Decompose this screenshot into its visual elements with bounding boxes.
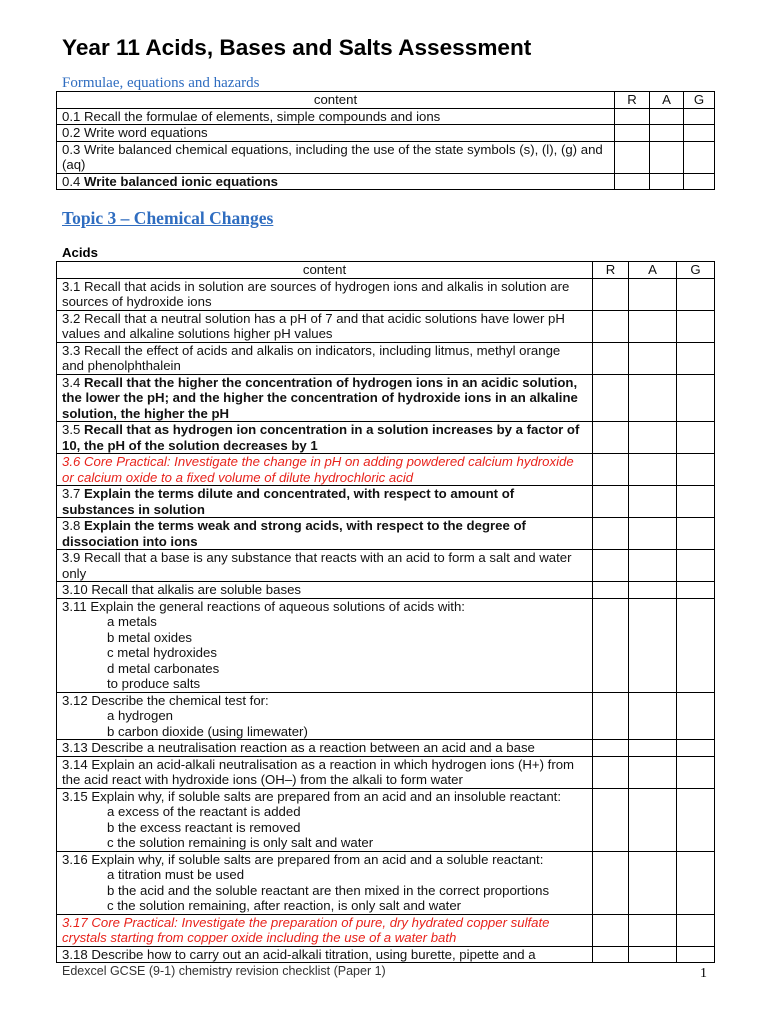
- criterion-subpoint: a hydrogen: [107, 708, 173, 723]
- rating-a-cell: [650, 108, 684, 125]
- criterion-line: [62, 422, 587, 438]
- criterion-text: Recall that a base is any substance that reacts with an acid to form a salt and water: [84, 550, 572, 565]
- formulae-checklist-table: [56, 91, 715, 190]
- criterion-number: 3.14: [62, 756, 88, 772]
- criterion-cell: [57, 422, 593, 454]
- criterion-number: 3.13: [62, 740, 88, 755]
- criterion-number: 3.6: [62, 454, 81, 469]
- rating-g-cell: [677, 518, 715, 550]
- criterion-cell: [57, 374, 593, 422]
- criterion-subpoint: d metal carbonates: [107, 660, 220, 676]
- checklist-row: [57, 914, 715, 946]
- checklist-row: [57, 310, 715, 342]
- criterion-cell: [57, 454, 593, 486]
- column-header-r: R: [593, 262, 629, 279]
- rating-a-cell: [629, 486, 677, 518]
- rating-r-cell: [593, 342, 629, 374]
- criterion-number: 3.2: [62, 310, 81, 326]
- criterion-text: Explain the terms weak and strong acids, with respect to the degree of: [84, 518, 526, 533]
- rating-g-cell: [677, 454, 715, 486]
- criterion-text: only: [62, 565, 87, 581]
- rating-r-cell: [593, 914, 629, 946]
- checklist-row: [57, 173, 715, 190]
- criterion-cell: [57, 946, 593, 963]
- criterion-line: [62, 311, 587, 327]
- criterion-number: 3.7: [62, 486, 81, 501]
- rating-r-cell: [593, 422, 629, 454]
- checklist-row: [57, 692, 715, 740]
- criterion-line: [62, 947, 587, 963]
- criterion-number: 3.8: [62, 518, 81, 533]
- rating-a-cell: [629, 740, 677, 757]
- checklist-row: [57, 582, 715, 599]
- rating-r-cell: [615, 173, 650, 190]
- criterion-cell: [57, 518, 593, 550]
- criterion-line: [62, 125, 609, 141]
- rating-r-cell: [593, 851, 629, 914]
- criterion-cell: [57, 598, 593, 692]
- criterion-text: Core Practical: Investigate the preparation of pure, dry hydrated copper sulfate: [91, 914, 550, 930]
- criterion-text: Recall the formulae of elements, simple compounds and ions: [84, 108, 441, 124]
- criterion-text: the lower the pH; and the higher the concentration of hydroxide ions in an alkaline: [62, 390, 578, 405]
- rating-a-cell: [629, 756, 677, 788]
- criterion-number: 3.12: [62, 692, 88, 708]
- rating-g-cell: [677, 946, 715, 963]
- criterion-line: [62, 343, 587, 359]
- criterion-text: Recall the effect of acids and alkalis on indicators, including litmus, methyl orange: [84, 342, 561, 358]
- criterion-text: Recall that the higher the concentration of hydrogen ions in an acidic solution,: [84, 374, 578, 390]
- rating-r-cell: [593, 518, 629, 550]
- criterion-cell: [57, 108, 615, 125]
- criterion-cell: [57, 342, 593, 374]
- criterion-number: 3.3: [62, 342, 81, 358]
- rating-a-cell: [629, 598, 677, 692]
- criterion-cell: [57, 788, 593, 851]
- criterion-text: Write balanced ionic equations: [84, 173, 278, 189]
- rating-a-cell: [629, 342, 677, 374]
- criterion-line: [62, 757, 587, 773]
- criterion-text: Recall that as hydrogen ion concentration in a solution increases by a factor of: [84, 422, 580, 437]
- rating-a-cell: [629, 692, 677, 740]
- criterion-cell: [57, 173, 615, 190]
- topic-heading: Topic 3 – Chemical Changes: [62, 208, 274, 228]
- rating-g-cell: [684, 173, 715, 190]
- rating-a-cell: [629, 278, 677, 310]
- criterion-number: 0.1: [62, 108, 81, 124]
- criterion-line: [62, 740, 587, 756]
- table-header-row: [57, 262, 715, 279]
- rating-r-cell: [593, 756, 629, 788]
- criterion-cell: [57, 141, 615, 173]
- column-header-g: G: [677, 262, 715, 279]
- criterion-subpoint: c the solution remaining, after reaction, is only salt and water: [107, 898, 462, 913]
- criterion-subpoint: b the acid and the soluble reactant are then mixed in the correct proportions: [107, 882, 550, 898]
- criterion-subpoint: a metals: [107, 614, 157, 629]
- section-heading-formulae: Formulae, equations and hazards: [62, 75, 260, 91]
- rating-g-cell: [677, 310, 715, 342]
- criterion-line: [62, 438, 587, 454]
- rating-a-cell: [650, 141, 684, 173]
- subsection-heading-acids: Acids: [62, 245, 98, 260]
- criterion-line: [62, 486, 587, 502]
- rating-g-cell: [677, 278, 715, 310]
- criterion-line: [62, 358, 587, 374]
- criterion-text: substances in solution: [62, 501, 205, 517]
- criterion-text: Describe how to carry out an acid-alkali titration, using burette, pipette and a: [91, 946, 536, 962]
- checklist-row: [57, 108, 715, 125]
- criterion-text: dissociation into ions: [62, 533, 198, 549]
- criterion-line: [62, 109, 609, 125]
- criterion-cell: [57, 914, 593, 946]
- criterion-text: 10, the pH of the solution decreases by 1: [62, 437, 318, 453]
- rating-a-cell: [629, 454, 677, 486]
- column-header-a: A: [629, 262, 677, 279]
- checklist-row: [57, 374, 715, 422]
- rating-g-cell: [677, 422, 715, 454]
- criterion-number: 0.2: [62, 125, 81, 140]
- rating-a-cell: [629, 788, 677, 851]
- rating-a-cell: [650, 125, 684, 142]
- criterion-number: 3.11: [62, 598, 87, 614]
- checklist-row: [57, 518, 715, 550]
- criterion-line: [62, 693, 587, 709]
- criterion-line: [62, 772, 587, 788]
- criterion-line: [62, 470, 587, 486]
- checklist-row: [57, 125, 715, 142]
- rating-r-cell: [615, 108, 650, 125]
- rating-a-cell: [629, 550, 677, 582]
- rating-r-cell: [593, 740, 629, 757]
- criterion-subpoint: b the excess reactant is removed: [107, 819, 301, 835]
- rating-g-cell: [684, 125, 715, 142]
- criterion-cell: [57, 125, 615, 142]
- criterion-subpoint: b carbon dioxide (using limewater): [107, 723, 308, 739]
- criterion-number: 3.9: [62, 550, 81, 565]
- checklist-row: [57, 756, 715, 788]
- rating-a-cell: [629, 582, 677, 599]
- rating-a-cell: [629, 914, 677, 946]
- rating-g-cell: [677, 550, 715, 582]
- criterion-text: sources of hydroxide ions: [62, 294, 212, 309]
- criterion-line: [62, 518, 587, 534]
- checklist-row: [57, 598, 715, 692]
- rating-a-cell: [629, 374, 677, 422]
- rating-g-cell: [677, 756, 715, 788]
- rating-r-cell: [593, 788, 629, 851]
- criterion-line: [62, 534, 587, 550]
- checklist-row: [57, 851, 715, 914]
- criterion-line: [62, 852, 587, 868]
- rating-r-cell: [593, 374, 629, 422]
- criterion-line: [62, 375, 587, 391]
- rating-r-cell: [593, 486, 629, 518]
- criterion-text: Recall that a neutral solution has a pH of 7 and that acidic solutions have lower pH: [84, 310, 565, 326]
- criterion-text: Describe the chemical test for:: [91, 692, 269, 708]
- criterion-number: 3.10: [62, 582, 88, 597]
- criterion-subpoint: b metal oxides: [107, 629, 193, 645]
- criterion-line: [62, 915, 587, 931]
- checklist-row: [57, 550, 715, 582]
- rating-r-cell: [593, 454, 629, 486]
- page-footer: Edexcel GCSE (9-1) chemistry revision checklist (Paper 1): [62, 964, 386, 978]
- criterion-cell: [57, 310, 593, 342]
- checklist-row: [57, 946, 715, 963]
- table-header-row: [57, 92, 715, 109]
- criterion-line: [62, 406, 587, 422]
- column-header-content: content: [57, 262, 593, 279]
- criterion-text: (aq): [62, 157, 86, 172]
- criterion-number: 3.5: [62, 422, 81, 437]
- acids-checklist-table: [56, 261, 715, 963]
- criterion-number: 3.4: [62, 374, 81, 390]
- rating-a-cell: [629, 946, 677, 963]
- rating-g-cell: [677, 598, 715, 692]
- criterion-text: Write word equations: [84, 125, 208, 140]
- criterion-text: or calcium oxide to a fixed volume of dilute hydrochloric acid: [62, 469, 414, 485]
- criterion-subpoint: to produce salts: [107, 676, 201, 691]
- criterion-text: Explain the general reactions of aqueous solutions of acids with:: [90, 598, 465, 614]
- rating-r-cell: [593, 550, 629, 582]
- criterion-number: 0.4: [62, 173, 81, 189]
- rating-g-cell: [677, 788, 715, 851]
- criterion-line: [62, 454, 587, 470]
- column-header-r: R: [615, 92, 650, 109]
- criterion-line: [62, 157, 609, 173]
- criterion-number: 3.1: [62, 278, 81, 294]
- rating-r-cell: [615, 141, 650, 173]
- criterion-text: Describe a neutralisation reaction as a reaction between an acid and a base: [91, 740, 535, 755]
- rating-g-cell: [684, 141, 715, 173]
- rating-r-cell: [593, 582, 629, 599]
- checklist-row: [57, 422, 715, 454]
- criterion-text: Write balanced chemical equations, including the use of the state symbols (s), (l), (g) and: [84, 141, 603, 157]
- rating-a-cell: [629, 422, 677, 454]
- criterion-subpoint: a excess of the reactant is added: [107, 804, 301, 819]
- rating-r-cell: [615, 125, 650, 142]
- document-title: Year 11 Acids, Bases and Salts Assessment: [62, 35, 532, 60]
- criterion-line: [62, 390, 587, 406]
- rating-a-cell: [650, 173, 684, 190]
- rating-g-cell: [677, 740, 715, 757]
- criterion-line: [62, 582, 587, 598]
- criterion-text: and phenolphthalein: [62, 358, 181, 373]
- criterion-number: 3.17: [62, 914, 88, 930]
- criterion-text: Core Practical: Investigate the change in pH on adding powdered calcium hydroxide: [84, 454, 574, 469]
- criterion-line: [62, 502, 587, 518]
- checklist-row: [57, 278, 715, 310]
- criterion-subpoint: c metal hydroxides: [107, 645, 217, 660]
- rating-g-cell: [677, 851, 715, 914]
- rating-r-cell: [593, 692, 629, 740]
- criterion-text: Recall that alkalis are soluble bases: [91, 582, 301, 597]
- checklist-row: [57, 342, 715, 374]
- criterion-line: [62, 550, 587, 566]
- criterion-cell: [57, 851, 593, 914]
- criterion-text: Explain why, if soluble salts are prepared from an acid and an insoluble reactant:: [91, 788, 561, 804]
- criterion-text: Explain why, if soluble salts are prepared from an acid and a soluble reactant:: [91, 851, 544, 867]
- rating-g-cell: [677, 914, 715, 946]
- rating-g-cell: [677, 692, 715, 740]
- rating-g-cell: [677, 342, 715, 374]
- criterion-line: [62, 789, 587, 805]
- criterion-cell: [57, 486, 593, 518]
- criterion-line: [62, 174, 609, 190]
- criterion-subpoint: c the solution remaining is only salt and water: [107, 835, 374, 850]
- rating-g-cell: [684, 108, 715, 125]
- criterion-text: values and alkaline solutions higher pH values: [62, 326, 333, 341]
- criterion-line: [62, 326, 587, 342]
- criterion-number: 0.3: [62, 141, 81, 157]
- criterion-cell: [57, 278, 593, 310]
- criterion-subpoint: a titration must be used: [107, 867, 245, 882]
- rating-r-cell: [593, 598, 629, 692]
- criterion-number: 3.18: [62, 946, 88, 962]
- checklist-row: [57, 486, 715, 518]
- criterion-text: Recall that acids in solution are sources of hydrogen ions and alkalis in solution are: [84, 278, 570, 294]
- criterion-text: Explain an acid-alkali neutralisation as a reaction in which hydrogen ions (H+) from: [91, 756, 575, 772]
- criterion-number: 3.16: [62, 851, 88, 867]
- criterion-cell: [57, 582, 593, 599]
- column-header-a: A: [650, 92, 684, 109]
- rating-a-cell: [629, 310, 677, 342]
- criterion-number: 3.15: [62, 788, 88, 804]
- criterion-cell: [57, 550, 593, 582]
- criterion-line: [62, 142, 609, 158]
- rating-a-cell: [629, 851, 677, 914]
- criterion-line: [62, 566, 587, 582]
- criterion-line: [62, 930, 587, 946]
- checklist-row: [57, 454, 715, 486]
- checklist-row: [57, 740, 715, 757]
- rating-r-cell: [593, 278, 629, 310]
- rating-g-cell: [677, 486, 715, 518]
- column-header-g: G: [684, 92, 715, 109]
- criterion-line: [62, 294, 587, 310]
- criterion-cell: [57, 740, 593, 757]
- checklist-row: [57, 788, 715, 851]
- rating-g-cell: [677, 582, 715, 599]
- criterion-line: [62, 279, 587, 295]
- column-header-content: content: [57, 92, 615, 109]
- criterion-line: [62, 599, 587, 615]
- rating-r-cell: [593, 310, 629, 342]
- checklist-row: [57, 141, 715, 173]
- page-number: 1: [700, 966, 707, 981]
- criterion-text: crystals starting from copper oxide including the use of a water bath: [62, 930, 457, 945]
- rating-a-cell: [629, 518, 677, 550]
- criterion-text: the acid react with hydroxide ions (OH–) from the alkali to form water: [62, 772, 463, 787]
- criterion-text: Explain the terms dilute and concentrated, with respect to amount of: [84, 486, 515, 501]
- criterion-cell: [57, 692, 593, 740]
- criterion-cell: [57, 756, 593, 788]
- rating-g-cell: [677, 374, 715, 422]
- rating-r-cell: [593, 946, 629, 963]
- criterion-text: solution, the higher the pH: [62, 405, 230, 421]
